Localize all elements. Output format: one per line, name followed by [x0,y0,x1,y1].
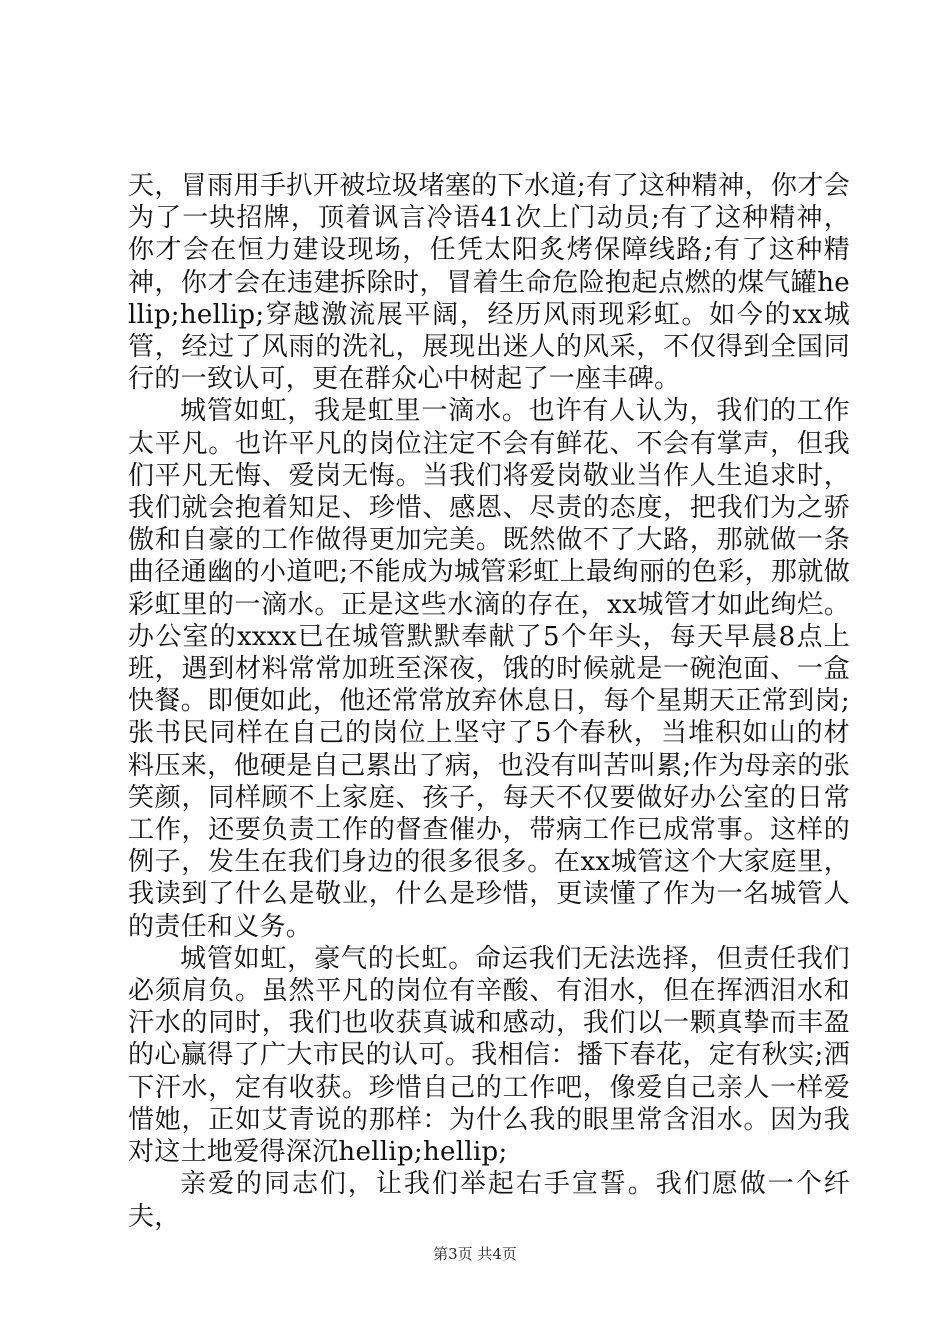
page-total: 共4页 [477,1245,517,1263]
paragraph-2: 城管如虹，我是虹里一滴水。也许有人认为，我们的工作太平凡。也许平凡的岗位注定不会有鲜花、不会有掌声，但我们平凡无悔、爱岗无悔。当我们将爱岗敬业当作人生追求时，我们就会抱着知足、珍惜、感恩、尽责的态度，把我们为之骄傲和自豪的工作做得更加完美。既然做不了大路，那就做一条曲径通幽的小道吧;不能成为城管彩虹上最绚丽的色彩，那就做彩虹里的一滴水。正是这些水滴的存在，xx城管才如此绚烂。办公室的xxxx已在城管默默奉献了5个年头，每天早晨8点上班，遇到材料常常加班至深夜，饿的时候就是一碗泡面、一盒快餐。即便如此，他还常常放弃休息日，每个星期天正常到岗;张书民同样在自己的岗位上坚守了5个春秋，当堆积如山的材料压来，他硬是自己累出了病，也没有叫苦叫累;作为母亲的张笑颜，同样顾不上家庭、孩子，每天不仅要做好办公室的日常工作，还要负责工作的督查催办，带病工作已成常事。这样的例子，发生在我们身边的很多很多。在xx城管这个大家庭里，我读到了什么是敬业，什么是珍惜，更读懂了作为一名城管人的责任和义务。 [128,396,850,942]
page-number: 第3页 [433,1245,473,1263]
paragraph-1: 天，冒雨用手扒开被垃圾堵塞的下水道;有了这种精神，你才会为了一块招牌，顶着讽言冷语41次上门动员;有了这种精神，你才会在恒力建设现场，任凭太阳炙烤保障线路;有了这种精神，你才会在违建拆除时，冒着生命危险抱起点燃的煤气罐hellip;hellip;穿越激流展平阔，经历风雨现彩虹。如今的xx城管，经过了风雨的洗礼，展现出迷人的风采，不仅得到全国同行的一致认可，更在群众心中树起了一座丰碑。 [128,171,850,395]
page-footer [0,1243,950,1264]
paragraph-4: 亲爱的同志们，让我们举起右手宣誓。我们愿做一个纤夫， [128,1169,850,1232]
document-body [128,170,850,1233]
paragraph-3: 城管如虹，豪气的长虹。命运我们无法选择，但责任我们必须肩负。虽然平凡的岗位有辛酸、有泪水，但在挥洒泪水和汗水的同时，我们也收获真诚和感动，我们以一颗真挚而丰盈的心赢得了广大市民的认可。我相信：播下春花，定有秋实;洒下汗水，定有收获。珍惜自己的工作吧，像爱自己亲人一样爱惜她，正如艾青说的那样：为什么我的眼里常含泪水。因为我对这土地爱得深沉hellip;hellip; [128,943,850,1168]
